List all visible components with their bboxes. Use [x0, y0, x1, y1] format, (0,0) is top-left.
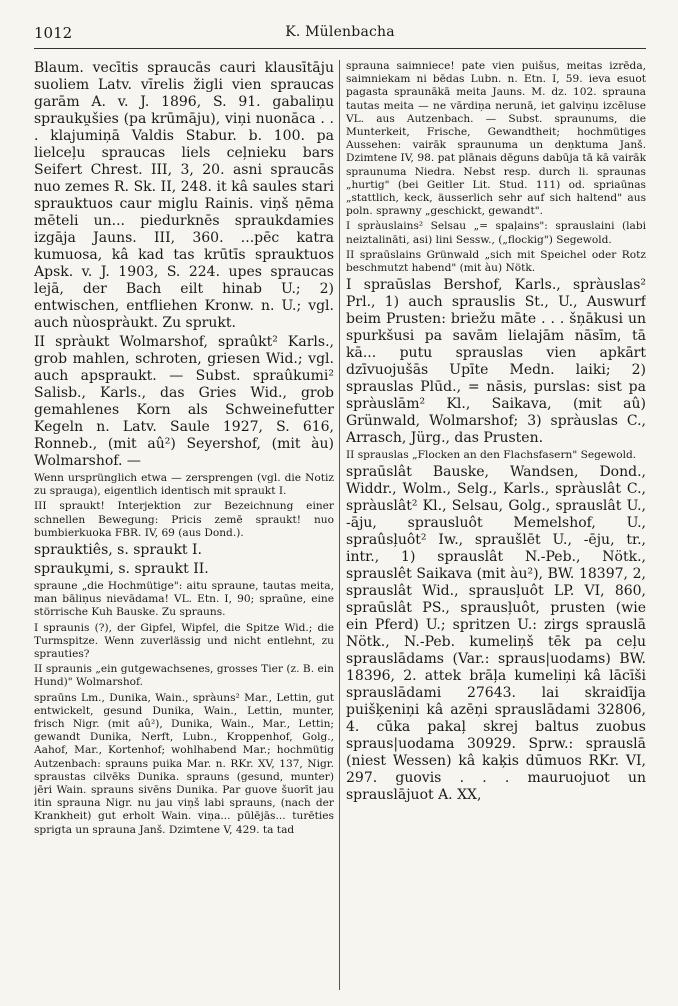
entry-paragraph: spraūns Lm., Dunika, Wain., spràuns² Mar., Lettin, gut entwickelt, gesund Dunika, Wain., Lettin, munter, frisch Nigr. (mit aû²), Dunika, Wain., Mar., Lettin; gewandt Dunika, Nerft, Lubn., Kroppenhof, Golg., Aahof, Mar., Kortenhof; wohlhabend Mar.; hochmütig Autzenbach: sprauns puika Mar. n. RKr. XV, 137, Nigr. spraustas cilvēks Dunika. sprauns (gesund, munter) jēri Wain. sprauns sivēns Dunika. Par guove šuorīt jau itin sprauna Nigr. nu jau viņš labi sprauns, (nach der Krankheit) gut erholt Wain. viņa... pūlējās... turēties sprigta un sprauna Janš. Dzimtene V, 429. ta tad	[34, 691, 334, 836]
entry-paragraph: I spraunis (?), der Gipfel, Wipfel, die Spitze Wid.; die Turmspitze. Wenn zuverlässig und nicht entlehnt, zu sprauties?	[34, 621, 334, 661]
entry-paragraph: Blaum. vecītis spraucās cauri klausītāju suoliem Latv. vīrelis žigli vien spraucas garām A. v. J. 1896, S. 91. gabaliņu sprauku̯šies (pa krūmāju), viņi nuonāca . . . klajumiņā Valdis Stabur. b. 100. pa lielceļu spraucas liels ceļnieku bars Seifert Chrest. III, 3, 20. asni spraucās nuo zemes R. Sk. II, 248. it kâ saules stari sprauktuos caur miglu Rainis. viņš ņēma mēteli un... piedurknēs spraukdamies izgāja Jauns. III, 360. ...pēc katra kumuosa, kâ kad tas krūtīs sprauktuos Apsk. v. J. 1903, S. 224. upes spraucas lejā, der Bach eilt hinab U.; 2) entwischen, entfliehen Kronw. n. U.; vgl. auch nùospràukt. Zu sprukt.	[34, 60, 334, 331]
left-column	[34, 60, 334, 990]
entry-paragraph: I spraūslas Bershof, Karls., spràuslas² Prl., 1) auch sprauslis St., U., Auswurf beim Prusten: briežu māte . . . šņākusi un spurkšusi pa savām lielajām nāsīm, tā kā... putu sprauslas vien apkārt dzīvuojušās Upīte Medn. laiki; 2) sprauslas Plūd., = nāsis, purslas: sist pa spràuslām² Kl., Saikava, (mit aû) Grünwald, Wolmarshof; 3) spràuslas C., Arrasch, Jürg., das Prusten.	[346, 277, 646, 447]
entry-paragraph: sprauna saimniece! pate vien puišus, meitas izrēda, saimniekam ni bēdas Lubn. n. Etn. I, 59. ieva esuot pagasta spraunākā meita Jauns. M. dz. 102. sprauna tautas meita — ne vārdiņa nerunā, iet galviņu izcēluse VL. aus Autzenbach. — Subst. spraunums, die Munterkeit, Frische, Gewandtheit; hochmütiges Aussehen: vairāk spraunuma un deņktuma Janš. Dzimtene IV, 98. pat plānais dēguns dabūja tā kā vairāk spraunuma Niedra. Nebst resp. durch li. spraunas „hurtig" (bei Geitler Lit. Stud. 111) od. spriaūnas „stattlich, keck, äusserlich sehr auf sich haltend" aus poln. sprawny „geschickt, gewandt".	[346, 60, 646, 218]
entry-paragraph: Wenn ursprünglich etwa — zersprengen (vgl. die Notiz zu sprauga), eigentlich identisch mit spraukt I.	[34, 472, 334, 498]
entry-paragraph: II sprauslas „Flocken an den Flachsfasern" Segewold.	[346, 449, 637, 462]
page-header	[34, 22, 646, 49]
entry-paragraph: sprauktiês, s. spraukt I.	[34, 542, 202, 559]
running-title: K. Mülenbacha	[285, 24, 395, 40]
entry-paragraph: sprauku̯mi, s. spraukt II.	[34, 561, 209, 578]
entry-paragraph: spraūslât Bauske, Wandsen, Dond., Widdr., Wolm., Selg., Karls., spràuslât C., spràuslât² Kl., Selsau, Golg., sprauslât U., -āju, sprausluôt Memelshof, U., spraûsļuôt² Iw., spraušlēt U., -ēju, tr., intr., 1) sprauslât N.-Peb., Nötk., sprauslêt Saikava (mit àu²), BW. 18397, 2, sprauslât Wid., sprausļuôt LP. VI, 860, spraūslât PS., sprausļuôt, prusten (wie ein Pferd) U.; spritzen U.: zirgs sprauslā Nötk., N.-Peb. kumeliņš tēk pa ceļu sprauslādams (Var.: spraus|uodams) BW. 18396, 2. attek brāļa kumeliņi kâ lācīši sprauslādami 27643. lai skraidīja puišķeniņi kâ azēņi sprauslādami 32806, 4. cūka pakaļ skrej baltus zuobus spraus|uodama 30929. Sprw.: sprauslā (niest Wessen) kâ kaķis dūmuos RKr. VI, 297. guovis . . . mauruojuot un sprauslājuot A. XX,	[346, 464, 646, 804]
entry-paragraph: II spraunis „ein gutgewachsenes, grosses Tier (z. B. ein Hund)" Wolmarshof.	[34, 663, 334, 689]
entry-paragraph: II spràukt Wolmarshof, spraûkt² Karls., grob mahlen, schroten, griesen Wid.; vgl. auch apspraukt. — Subst. spraûkumi² Salisb., Karls., das Gries Wid., grob gemahlenes Korn als Schweinefutter Kegeln n. Latv. Saule 1927, S. 616, Ronneb., (mit aû²) Seyershof, (mit àu) Wolmarshof. —	[34, 334, 334, 469]
column-divider	[339, 60, 340, 990]
entry-paragraph: II spraūslains Grünwald „sich mit Speichel oder Rotz beschmutzt habend" (mit àu) Nötk.	[346, 248, 646, 275]
entry-paragraph: III spraukt! Interjektion zur Bezeichnung einer schnellen Bewegung: Pricis zemē spraukt! nuo bumbierkuoka FBR. IV, 69 (aus Dond.).	[34, 500, 334, 539]
entry-paragraph: I spràuslains² Selsau „= spaļains": sprauslaini (labi neiztalināti, asi) lini Sessw., („flockig") Segewold.	[346, 220, 646, 246]
right-column	[346, 60, 646, 990]
page-number: 1012	[34, 24, 73, 42]
entry-paragraph: spraune „die Hochmütige": aitu spraune, tautas meita, man bāliņus nievādama! VL. Etn. I, 90; spraūne, eine störrische Kuh Bauske. Zu sprauns.	[34, 580, 334, 619]
